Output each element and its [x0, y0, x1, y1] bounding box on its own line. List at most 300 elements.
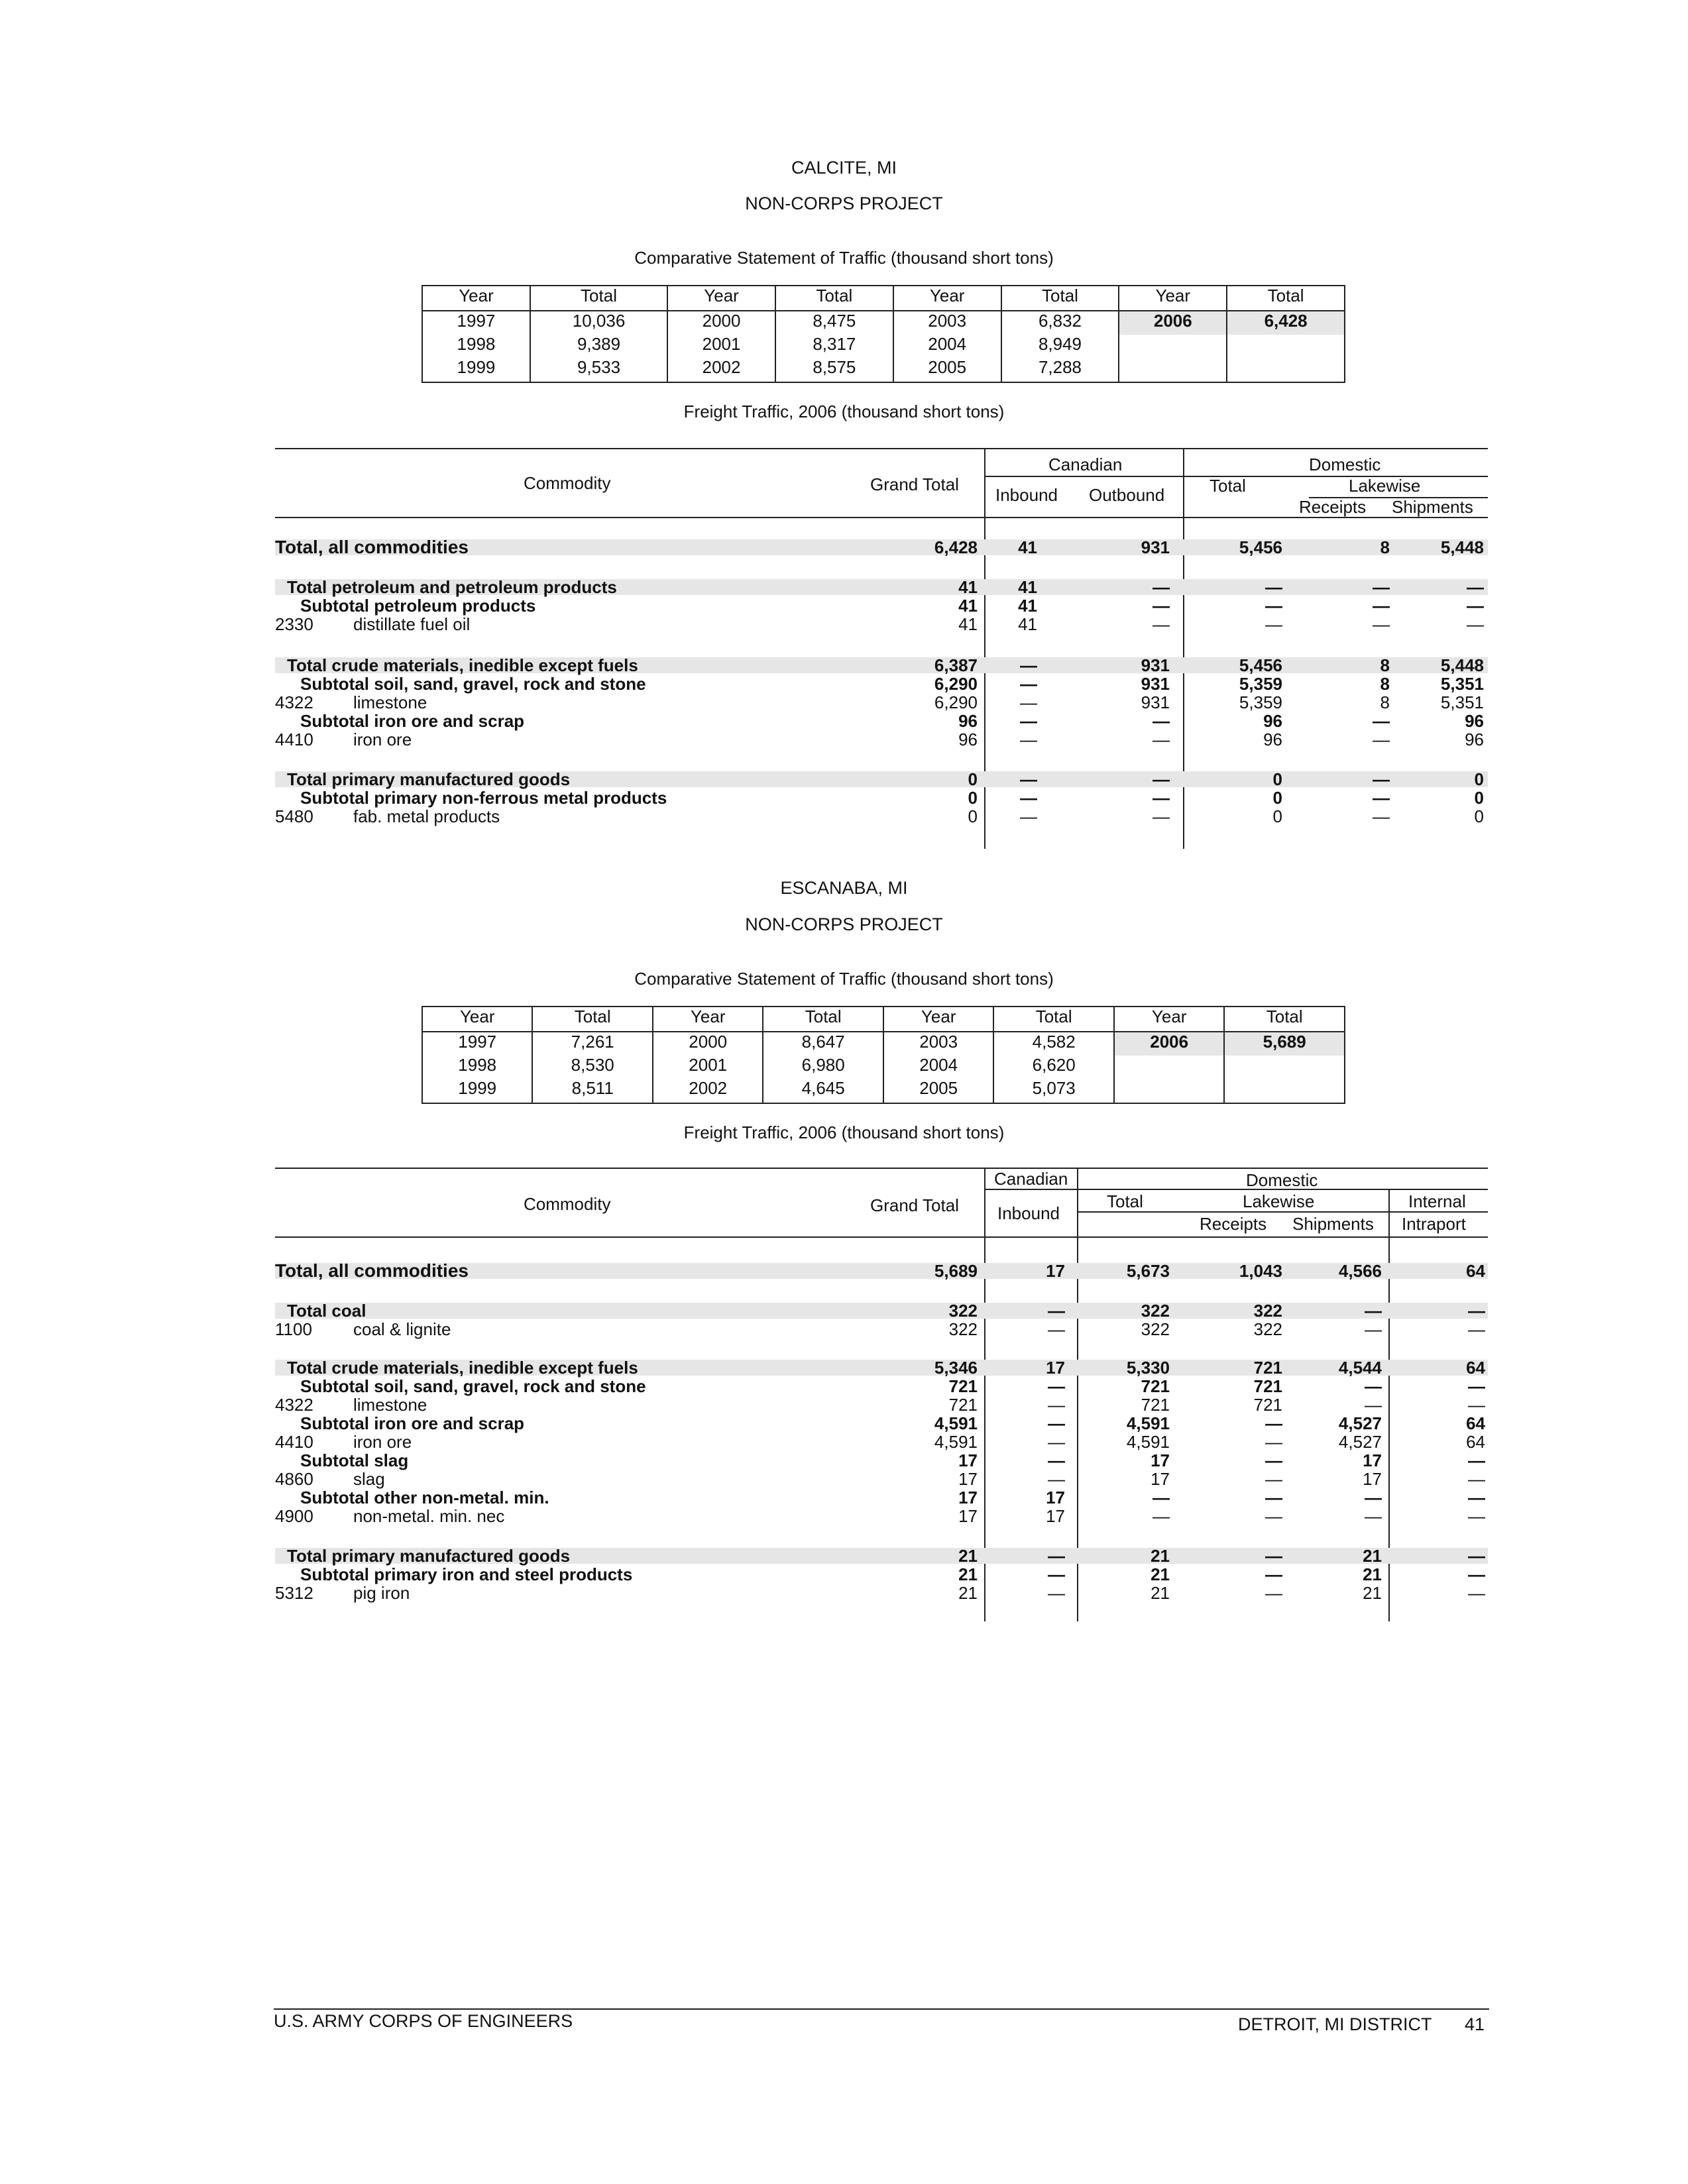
calcite-hdr-inbound: Inbound [995, 485, 1058, 505]
escanaba-value-cell: — [1048, 1413, 1065, 1433]
escanaba-value-cell: 64 [1466, 1413, 1485, 1433]
calcite-comp-header: Total [1227, 286, 1345, 311]
escanaba-value-cell: — [1468, 1469, 1485, 1489]
escanaba-value-cell: 17 [1363, 1469, 1382, 1489]
calcite-comp-cell: 2005 [893, 358, 1001, 382]
escanaba-value-cell: 5,673 [1126, 1261, 1170, 1281]
escanaba-commodity-row [275, 1451, 1488, 1470]
calcite-value-cell: — [1153, 596, 1170, 616]
calcite-commodity-row [275, 789, 1488, 807]
calcite-value-cell: — [1373, 577, 1390, 597]
escanaba-comp-cell: 5,073 [993, 1079, 1114, 1103]
calcite-comp-cell: 9,389 [530, 335, 667, 358]
escanaba-comparative-table [422, 1006, 1345, 1104]
escanaba-commodity-label: Total primary manufactured goods [287, 1546, 571, 1566]
calcite-commodity-row [275, 615, 1488, 633]
calcite-commodity-label: Subtotal primary non-ferrous metal products [300, 788, 667, 808]
calcite-value-cell: 41 [1018, 537, 1037, 557]
escanaba-comp-cell: 1997 [422, 1032, 532, 1056]
calcite-comp-cell: 9,533 [530, 358, 667, 382]
escanaba-freight-title: Freight Traffic, 2006 (thousand short tons) [683, 1122, 1005, 1142]
escanaba-value-cell: 21 [1151, 1564, 1170, 1584]
escanaba-value-cell: 721 [1253, 1376, 1282, 1396]
escanaba-comp-header: Total [993, 1007, 1114, 1032]
escanaba-value-cell: 17 [1363, 1450, 1382, 1470]
calcite-value-cell: 6,387 [934, 655, 978, 675]
escanaba-comp-cell: 2000 [653, 1032, 763, 1056]
escanaba-value-cell: — [1153, 1488, 1170, 1507]
escanaba-value-cell: 21 [958, 1564, 978, 1584]
escanaba-commodity-row [275, 1547, 1488, 1565]
escanaba-commodity-row [275, 1358, 1488, 1377]
calcite-commodity-code: 4322 [275, 692, 313, 712]
escanaba-value-cell: 17 [1046, 1358, 1065, 1378]
escanaba-comparative-title: Comparative Statement of Traffic (thousand short tons) [634, 969, 1054, 989]
escanaba-value-cell: 17 [1151, 1450, 1170, 1470]
calcite-value-cell: 5,448 [1440, 655, 1484, 675]
escanaba-value-cell: — [1365, 1506, 1382, 1526]
escanaba-comp-cell: 2002 [653, 1079, 763, 1103]
calcite-comp-header: Total [775, 286, 893, 311]
escanaba-commodity-label: slag [353, 1469, 385, 1489]
footer-page-number: 41 [1465, 2014, 1485, 2034]
escanaba-value-cell: 21 [1363, 1564, 1382, 1584]
escanaba-value-cell: — [1468, 1319, 1485, 1339]
calcite-comp-header: Total [1001, 286, 1119, 311]
escanaba-commodity-label: iron ore [353, 1432, 412, 1452]
escanaba-value-cell: — [1048, 1450, 1065, 1470]
escanaba-value-cell: 21 [1151, 1546, 1170, 1566]
calcite-comp-cell [1119, 335, 1227, 358]
calcite-value-cell: 6,290 [934, 692, 978, 712]
calcite-value-cell: — [1373, 769, 1390, 789]
escanaba-value-cell: 4,566 [1338, 1261, 1382, 1281]
calcite-commodity-label: limestone [353, 692, 427, 712]
escanaba-value-cell: 322 [948, 1319, 978, 1339]
escanaba-commodity-code: 4322 [275, 1395, 313, 1415]
calcite-value-cell: 96 [958, 711, 978, 731]
escanaba-value-cell: 17 [958, 1488, 978, 1507]
calcite-value-cell: — [1265, 596, 1282, 616]
calcite-value-cell: 8 [1380, 537, 1390, 557]
escanaba-value-cell: — [1265, 1488, 1282, 1507]
escanaba-comp-header: Year [1114, 1007, 1224, 1032]
calcite-value-cell: 8 [1380, 692, 1390, 712]
calcite-value-cell: — [1153, 577, 1170, 597]
escanaba-value-cell: 721 [1253, 1358, 1282, 1378]
calcite-value-cell: — [1373, 614, 1390, 634]
calcite-commodity-row [275, 807, 1488, 826]
escanaba-commodity-row [275, 1301, 1488, 1320]
calcite-value-cell: — [1373, 806, 1390, 826]
calcite-value-cell: — [1020, 769, 1037, 789]
calcite-hdr-total: Total [1210, 476, 1246, 496]
calcite-value-cell: — [1373, 596, 1390, 616]
escanaba-hdr-intraport: Intraport [1402, 1214, 1466, 1234]
calcite-value-cell: 931 [1141, 537, 1170, 557]
footer-district: DETROIT, MI DISTRICT [1238, 2014, 1432, 2034]
escanaba-freight-table [275, 1165, 1488, 1622]
escanaba-value-cell: — [1468, 1376, 1485, 1396]
escanaba-comp-cell: 8,530 [532, 1056, 653, 1079]
escanaba-commodity-row [275, 1507, 1488, 1525]
escanaba-value-cell: — [1468, 1506, 1485, 1526]
calcite-value-cell: 41 [1018, 614, 1037, 634]
calcite-value-cell: — [1373, 730, 1390, 749]
calcite-value-cell: 6,290 [934, 674, 978, 694]
escanaba-comp-cell [1114, 1079, 1224, 1103]
calcite-value-cell: — [1373, 711, 1390, 731]
escanaba-commodity-row [275, 1320, 1488, 1338]
escanaba-value-cell: — [1048, 1546, 1065, 1566]
escanaba-value-cell: 21 [958, 1546, 978, 1566]
escanaba-value-cell: — [1048, 1432, 1065, 1452]
escanaba-value-cell: 5,346 [934, 1358, 978, 1378]
escanaba-commodity-code: 5312 [275, 1583, 313, 1603]
calcite-commodity-label: Subtotal petroleum products [300, 596, 536, 616]
escanaba-commodity-code: 4900 [275, 1506, 313, 1526]
escanaba-commodity-label: Subtotal soil, sand, gravel, rock and stone [300, 1376, 646, 1396]
calcite-value-cell: — [1020, 655, 1037, 675]
escanaba-commodity-row [275, 1433, 1488, 1451]
escanaba-value-cell: — [1265, 1450, 1282, 1470]
escanaba-value-cell: — [1048, 1395, 1065, 1415]
escanaba-hdr-domestic: Domestic [1246, 1170, 1318, 1190]
calcite-commodity-label: iron ore [353, 730, 412, 749]
calcite-value-cell: 931 [1141, 655, 1170, 675]
escanaba-comp-cell: 6,620 [993, 1056, 1114, 1079]
escanaba-commodity-label: limestone [353, 1395, 427, 1415]
calcite-value-cell: 5,351 [1440, 674, 1484, 694]
escanaba-value-cell: — [1468, 1488, 1485, 1507]
calcite-comp-cell: 1998 [422, 335, 530, 358]
calcite-freight-table [275, 445, 1488, 849]
escanaba-value-cell: 64 [1466, 1358, 1485, 1378]
escanaba-value-cell: 17 [1151, 1469, 1170, 1489]
escanaba-commodity-row [275, 1377, 1488, 1395]
escanaba-subtitle: NON-CORPS PROJECT [745, 914, 943, 934]
escanaba-value-cell: 4,527 [1338, 1413, 1382, 1433]
calcite-commodity-row [275, 693, 1488, 712]
calcite-value-cell: — [1467, 614, 1484, 634]
escanaba-value-cell: — [1265, 1506, 1282, 1526]
escanaba-value-cell: — [1265, 1413, 1282, 1433]
calcite-comp-cell: 2006 [1119, 311, 1227, 335]
escanaba-value-cell: 17 [1046, 1261, 1065, 1281]
calcite-hdr-canadian: Canadian [1048, 455, 1123, 474]
calcite-commodity-label: Total petroleum and petroleum products [287, 577, 617, 597]
escanaba-value-cell: 322 [1253, 1319, 1282, 1339]
calcite-value-cell: 96 [1465, 711, 1484, 731]
calcite-value-cell: 0 [968, 769, 978, 789]
escanaba-comp-cell: 5,689 [1224, 1032, 1345, 1056]
calcite-comp-cell: 2001 [667, 335, 775, 358]
escanaba-hdr-receipts: Receipts [1200, 1214, 1267, 1234]
escanaba-value-cell: 64 [1466, 1432, 1485, 1452]
escanaba-comp-cell: 7,261 [532, 1032, 653, 1056]
escanaba-value-cell: 5,689 [934, 1261, 978, 1281]
escanaba-comp-cell: 1998 [422, 1056, 532, 1079]
escanaba-comp-header: Total [1224, 1007, 1345, 1032]
calcite-value-cell: 0 [1474, 769, 1484, 789]
escanaba-commodity-row [275, 1414, 1488, 1433]
calcite-commodity-code: 4410 [275, 730, 313, 749]
escanaba-value-cell: 721 [948, 1376, 978, 1396]
calcite-comp-header: Year [422, 286, 530, 311]
escanaba-commodity-label: Subtotal iron ore and scrap [300, 1413, 525, 1433]
calcite-value-cell: — [1020, 806, 1037, 826]
calcite-comp-cell: 2000 [667, 311, 775, 335]
calcite-value-cell: 931 [1141, 674, 1170, 694]
calcite-comp-header: Year [1119, 286, 1227, 311]
calcite-value-cell: — [1020, 788, 1037, 808]
escanaba-value-cell: 322 [1141, 1319, 1170, 1339]
calcite-value-cell: 96 [1465, 730, 1484, 749]
calcite-value-cell: 0 [968, 788, 978, 808]
calcite-value-cell: 0 [1272, 788, 1282, 808]
escanaba-value-cell: 721 [1141, 1376, 1170, 1396]
escanaba-commodity-label: Total, all commodities [275, 1260, 469, 1281]
escanaba-value-cell: — [1365, 1319, 1382, 1339]
escanaba-title: ESCANABA, MI [780, 878, 908, 898]
escanaba-value-cell: 4,544 [1338, 1358, 1382, 1378]
escanaba-value-cell: — [1468, 1564, 1485, 1584]
calcite-comp-cell: 8,317 [775, 335, 893, 358]
calcite-value-cell: 0 [1474, 806, 1484, 826]
escanaba-comp-cell: 2006 [1114, 1032, 1224, 1056]
calcite-hdr-receipts: Receipts [1299, 497, 1367, 517]
escanaba-hdr-total: Total [1107, 1191, 1143, 1211]
escanaba-value-cell: 21 [958, 1583, 978, 1603]
calcite-commodity-label: distillate fuel oil [353, 614, 471, 634]
footer-agency: U.S. ARMY CORPS OF ENGINEERS [274, 2011, 573, 2031]
escanaba-value-cell: 17 [958, 1469, 978, 1489]
calcite-value-cell: 96 [1263, 711, 1282, 731]
escanaba-value-cell: — [1265, 1432, 1282, 1452]
escanaba-hdr-inbound: Inbound [997, 1203, 1060, 1223]
calcite-value-cell: 6,428 [934, 537, 978, 557]
escanaba-commodity-label: non-metal. min. nec [353, 1506, 505, 1526]
calcite-hdr-domestic: Domestic [1309, 455, 1381, 474]
escanaba-comp-cell: 2004 [883, 1056, 993, 1079]
escanaba-value-cell: — [1048, 1301, 1065, 1321]
escanaba-value-cell: — [1265, 1546, 1282, 1566]
escanaba-value-cell: 322 [1141, 1301, 1170, 1321]
calcite-value-cell: 96 [958, 730, 978, 749]
escanaba-value-cell: 17 [958, 1506, 978, 1526]
calcite-comp-header: Year [667, 286, 775, 311]
calcite-value-cell: — [1467, 577, 1484, 597]
escanaba-commodity-row [275, 1262, 1488, 1280]
calcite-commodity-label: Subtotal iron ore and scrap [300, 711, 525, 731]
escanaba-value-cell: — [1365, 1488, 1382, 1507]
escanaba-value-cell: 721 [948, 1395, 978, 1415]
calcite-comp-cell: 2003 [893, 311, 1001, 335]
escanaba-value-cell: 721 [1253, 1395, 1282, 1415]
calcite-value-cell: — [1153, 711, 1170, 731]
escanaba-value-cell: — [1048, 1583, 1065, 1603]
escanaba-comp-cell: 1999 [422, 1079, 532, 1103]
calcite-comp-cell: 2002 [667, 358, 775, 382]
calcite-commodity-label: Subtotal soil, sand, gravel, rock and stone [300, 674, 646, 694]
calcite-value-cell: 0 [1474, 788, 1484, 808]
calcite-commodity-label: Total, all commodities [275, 537, 469, 557]
calcite-comp-cell: 7,288 [1001, 358, 1119, 382]
escanaba-value-cell: 4,591 [934, 1413, 978, 1433]
calcite-value-cell: — [1153, 788, 1170, 808]
escanaba-value-cell: 17 [1046, 1488, 1065, 1507]
escanaba-comp-cell: 2001 [653, 1056, 763, 1079]
calcite-value-cell: — [1467, 596, 1484, 616]
escanaba-hdr-commodity: Commodity [524, 1194, 611, 1214]
escanaba-commodity-row [275, 1395, 1488, 1414]
calcite-comp-cell: 8,575 [775, 358, 893, 382]
calcite-value-cell: — [1020, 711, 1037, 731]
calcite-commodity-label: Total primary manufactured goods [287, 769, 571, 789]
escanaba-comp-cell [1224, 1056, 1345, 1079]
escanaba-value-cell: 4,527 [1338, 1432, 1382, 1452]
calcite-value-cell: — [1153, 614, 1170, 634]
escanaba-value-cell: 5,330 [1126, 1358, 1170, 1378]
escanaba-value-cell: 21 [1151, 1583, 1170, 1603]
calcite-commodity-label: Total crude materials, inedible except fuels [287, 655, 638, 675]
escanaba-value-cell: 4,591 [1126, 1432, 1170, 1452]
calcite-comp-cell: 1999 [422, 358, 530, 382]
escanaba-commodity-row [275, 1584, 1488, 1602]
escanaba-value-cell: — [1048, 1564, 1065, 1584]
calcite-comp-cell: 1997 [422, 311, 530, 335]
escanaba-value-cell: 17 [1046, 1506, 1065, 1526]
escanaba-comp-header: Year [883, 1007, 993, 1032]
calcite-hdr-lakewise: Lakewise [1349, 476, 1421, 496]
calcite-commodity-row [275, 596, 1488, 615]
calcite-value-cell: 0 [968, 806, 978, 826]
escanaba-value-cell: 4,591 [1126, 1413, 1170, 1433]
escanaba-commodity-label: coal & lignite [353, 1319, 451, 1339]
escanaba-value-cell: 1,043 [1239, 1261, 1282, 1281]
escanaba-value-cell: — [1265, 1469, 1282, 1489]
calcite-commodity-label: fab. metal products [353, 806, 500, 826]
escanaba-value-cell: 4,591 [934, 1432, 978, 1452]
calcite-comp-cell: 6,832 [1001, 311, 1119, 335]
escanaba-value-cell: 721 [1141, 1395, 1170, 1415]
escanaba-comp-header: Year [653, 1007, 763, 1032]
escanaba-commodity-label: pig iron [353, 1583, 410, 1603]
escanaba-commodity-code: 4410 [275, 1432, 313, 1452]
calcite-value-cell: — [1020, 692, 1037, 712]
calcite-value-cell: 5,456 [1239, 537, 1282, 557]
escanaba-value-cell: — [1153, 1506, 1170, 1526]
calcite-comp-header: Year [893, 286, 1001, 311]
calcite-value-cell: — [1020, 674, 1037, 694]
escanaba-comp-cell: 8,511 [532, 1079, 653, 1103]
calcite-comp-cell: 2004 [893, 335, 1001, 358]
escanaba-comp-cell [1114, 1056, 1224, 1079]
calcite-comp-cell: 8,949 [1001, 335, 1119, 358]
calcite-value-cell: 41 [958, 577, 978, 597]
calcite-comp-cell [1227, 358, 1345, 382]
escanaba-commodity-label: Subtotal other non-metal. min. [300, 1488, 549, 1507]
escanaba-value-cell: — [1265, 1583, 1282, 1603]
calcite-value-cell: — [1265, 614, 1282, 634]
calcite-commodity-row [275, 730, 1488, 749]
calcite-value-cell: 0 [1272, 806, 1282, 826]
escanaba-value-cell: — [1048, 1319, 1065, 1339]
calcite-commodity-row [275, 712, 1488, 730]
escanaba-comp-header: Year [422, 1007, 532, 1032]
escanaba-value-cell: — [1468, 1583, 1485, 1603]
escanaba-hdr-lakewise: Lakewise [1243, 1191, 1315, 1211]
escanaba-value-cell: — [1468, 1450, 1485, 1470]
calcite-comp-cell [1119, 358, 1227, 382]
escanaba-comp-cell: 8,647 [763, 1032, 883, 1056]
calcite-comp-cell: 10,036 [530, 311, 667, 335]
calcite-commodity-row [275, 656, 1488, 675]
calcite-value-cell: 8 [1380, 655, 1390, 675]
escanaba-hdr-grand-total: Grand Total [870, 1195, 959, 1215]
calcite-comp-cell: 6,428 [1227, 311, 1345, 335]
escanaba-comp-header: Total [532, 1007, 653, 1032]
calcite-hdr-commodity: Commodity [524, 473, 611, 493]
calcite-value-cell: 41 [1018, 577, 1037, 597]
escanaba-value-cell: 64 [1466, 1261, 1485, 1281]
calcite-title: CALCITE, MI [791, 158, 897, 178]
escanaba-commodity-label: Subtotal slag [300, 1450, 409, 1470]
escanaba-value-cell: — [1468, 1301, 1485, 1321]
calcite-value-cell: 5,359 [1239, 674, 1282, 694]
calcite-value-cell: — [1153, 769, 1170, 789]
escanaba-commodity-row [275, 1470, 1488, 1488]
escanaba-value-cell: 322 [948, 1301, 978, 1321]
calcite-subtitle: NON-CORPS PROJECT [745, 193, 943, 213]
calcite-value-cell: — [1265, 577, 1282, 597]
footer-rule [274, 2008, 1489, 2010]
escanaba-commodity-label: Subtotal primary iron and steel products [300, 1564, 633, 1584]
calcite-value-cell: 0 [1272, 769, 1282, 789]
calcite-value-cell: 5,448 [1440, 537, 1484, 557]
calcite-hdr-outbound: Outbound [1089, 485, 1165, 505]
calcite-comparative-title: Comparative Statement of Traffic (thousand short tons) [634, 248, 1054, 268]
escanaba-value-cell: — [1468, 1546, 1485, 1566]
escanaba-value-cell: — [1048, 1376, 1065, 1396]
calcite-commodity-row [275, 538, 1488, 557]
escanaba-commodity-row [275, 1488, 1488, 1507]
escanaba-comp-cell: 2005 [883, 1079, 993, 1103]
escanaba-value-cell: — [1048, 1469, 1065, 1489]
calcite-value-cell: 5,351 [1440, 692, 1484, 712]
calcite-comp-cell [1227, 335, 1345, 358]
calcite-freight-title: Freight Traffic, 2006 (thousand short tons) [683, 402, 1005, 421]
escanaba-value-cell: 21 [1363, 1546, 1382, 1566]
calcite-commodity-row [275, 578, 1488, 596]
escanaba-value-cell: 21 [1363, 1583, 1382, 1603]
calcite-value-cell: 5,359 [1239, 692, 1282, 712]
calcite-commodity-row [275, 675, 1488, 693]
escanaba-value-cell: — [1365, 1301, 1382, 1321]
calcite-commodity-code: 2330 [275, 614, 313, 634]
calcite-value-cell: — [1153, 806, 1170, 826]
escanaba-comp-cell: 2003 [883, 1032, 993, 1056]
calcite-value-cell: 931 [1141, 692, 1170, 712]
escanaba-row-shading [275, 1303, 1488, 1319]
calcite-hdr-grand-total: Grand Total [870, 474, 959, 494]
escanaba-commodity-row [275, 1565, 1488, 1584]
escanaba-comp-cell: 4,582 [993, 1032, 1114, 1056]
calcite-comp-cell: 8,475 [775, 311, 893, 335]
calcite-hdr-shipments: Shipments [1392, 497, 1473, 517]
escanaba-value-cell: — [1468, 1395, 1485, 1415]
escanaba-comp-cell: 4,645 [763, 1079, 883, 1103]
